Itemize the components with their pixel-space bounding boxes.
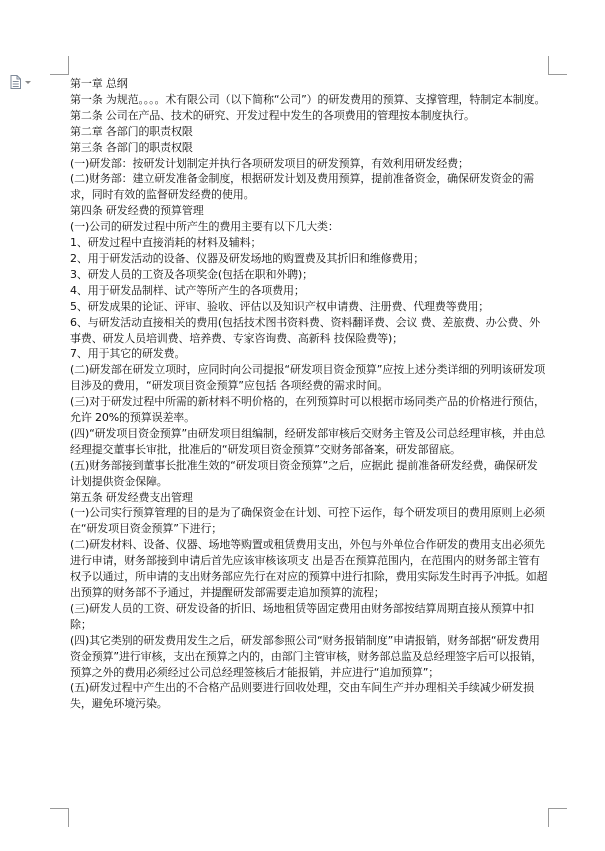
article-3-heading: 第三条 各部门的职责权限 <box>70 140 193 154</box>
article-4-heading: 第四条 研发经费的预算管理 <box>70 204 204 218</box>
article-5-item-5: (五)研发过程中产生出的不合格产品则要进行回收处理，交由车间生产并办理相关手续减少研发损失，避免环境污染。 <box>70 681 534 711</box>
article-4-item-2: (二)研发部在研发立项时，应同时向公司提报“研发项目资金预算”应按上述分类详细的列明该研发项目涉及的费用，“研发项目资金预算”应包括 各项经费的需求时间。 <box>70 363 546 393</box>
document-icon[interactable] <box>9 74 35 88</box>
chapter-2-heading: 第二章 各部门的职责权限 <box>70 124 193 138</box>
expense-category-6: 6、与研发活动直接相关的费用(包括技术图书资料费、资料翻译费、会议 费、差旅费、办公费、外事费、研发人员培训费、培养费、专家咨询费、高新科 技保险费等)； <box>70 315 541 345</box>
article-5-heading: 第五条 研发经费支出管理 <box>70 490 193 504</box>
page-corner-mark-bottom-left <box>50 808 69 827</box>
article-3-item-2: (二)财务部：建立研发准备金制度，根据研发计划及费用预算，提前准备资金，确保研发资金的需求，同时有效的监督研发经费的使用。 <box>70 172 534 202</box>
article-5-item-4: (四)其它类别的研发费用发生之后，研发部参照公司“财务报销制度”申请报销，财务部据“研发费用资金预算”进行审核，支出在预算之内的，由部门主管审核，财务部总监及总经理签字后可以报销，预算之外的费用必须经过公司总经理签核后才能报销，并应进行“追加预算”； <box>70 633 543 679</box>
article-2: 第二条 公司在产品、技术的研究、开发过程中发生的各项费用的管理按本制度执行。 <box>70 108 475 122</box>
expense-category-4: 4、用于研发品制样、试产等所产生的各项费用； <box>70 283 305 297</box>
article-5-item-3: (三)研发人员的工资、研发设备的折旧、场地租赁等固定费用由财务部按结算周期直接从预算中扣除； <box>70 601 534 631</box>
page-corner-mark-top-left <box>50 56 69 75</box>
expense-category-7: 7、用于其它的研发费。 <box>70 347 186 361</box>
expense-category-5: 5、研发成果的论证、评审、验收、评估以及知识产权申请费、注册费、代理费等费用； <box>70 299 490 313</box>
article-4-item-4: (四)“研发项目资金预算”由研发项目组编制，经研发部审核后交财务主管及公司总经理审核，并由总经理提交董事长审批，批准后的“研发项目资金预算”交财务部备案，研发部留底。 <box>70 426 546 456</box>
expense-category-1: 1、研发过程中直接消耗的材料及辅料； <box>70 236 262 250</box>
article-5-item-1: (一)公司实行预算管理的目的是为了确保资金在计划、可控下运作，每个研发项目的费用原则上必须在“研发项目资金预算”下进行； <box>70 506 545 536</box>
expense-category-2: 2、用于研发活动的设备、仪器及研发场地的购置费及其折旧和维修费用； <box>70 251 425 265</box>
document-page <box>70 76 548 712</box>
article-1: 第一条 为规范。。。。术有限公司（以下简称“公司”）的研发费用的预算、支撑管理，特制定本制度。 <box>70 92 546 106</box>
article-4-item-1: (一)公司的研发过程中所产生的费用主要有以下几大类： <box>70 220 339 234</box>
chapter-1-heading: 第一章 总纲 <box>70 77 128 90</box>
article-5-item-2: (二)研发材料、设备、仪器、场地等购置或租赁费用支出，外包与外单位合作研发的费用支出必须先进行申请，财务部接到申请后首先应该审核该项支 出是否在预算范围内，在范围内的财务部主管有权予以通过，所申请的支出财务部应先行在对应的预算中进行扣除，费用实际发生时再予冲抵。如超出预算的财务部不予通过，并提醒研发部需要走追加预算的流程； <box>70 538 548 599</box>
article-4-item-5: (五)财务部接到董事长批准生效的“研发项目资金预算”之后，应据此 提前准备研发经费，确保研发计划提供资金保障。 <box>70 458 538 488</box>
page-corner-mark-bottom-right <box>548 808 567 827</box>
expense-category-3: 3、研发人员的工资及各项奖金(包括在职和外聘)； <box>70 267 313 281</box>
page-corner-mark-top-right <box>548 56 567 75</box>
article-4-item-3: (三)对于研发过程中所需的新材料不明价格的，在列预算时可以根据市场同类产品的价格进行预估，允许 20%的预算误差率。 <box>70 395 545 425</box>
article-3-item-1: (一)研发部：按研发计划制定并执行各项研发项目的研发预算，有效利用研发经费； <box>70 156 469 170</box>
